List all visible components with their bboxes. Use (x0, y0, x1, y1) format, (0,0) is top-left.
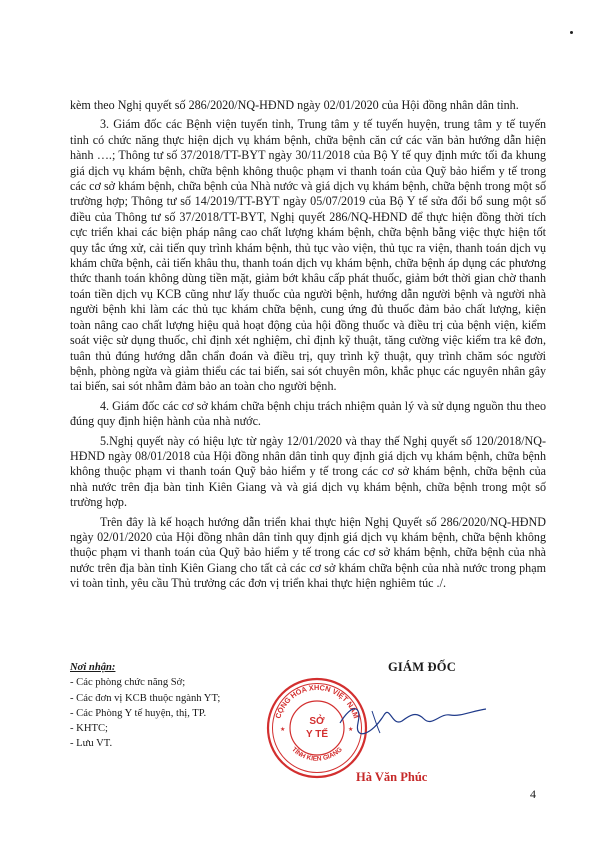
paragraph-1: kèm theo Nghị quyết số 286/2020/NQ-HĐND ngày 02/01/2020 của Hội đồng nhân dân tỉnh. (70, 98, 519, 112)
handwritten-signature (332, 693, 492, 743)
recipients-label: Nơi nhận: (70, 662, 116, 673)
document-body (70, 98, 546, 596)
closing-section (70, 648, 546, 798)
seal-star-icon: ★ (348, 727, 354, 733)
paragraph-3: 4. Giám đốc các cơ sở khám chữa bệnh chịu trách nhiệm quản lý và sử dụng nguồn thu theo đúng quy định hiện hành của nhà nước. (70, 398, 546, 429)
seal-center-line1: SỞ (309, 716, 325, 727)
seal-bottom-text: TỈNH KIÊN GIANG (290, 746, 344, 763)
recipient-item: - KHTC; (70, 723, 108, 735)
paragraph-2: 3. Giám đốc các Bệnh viện tuyến tỉnh, Trung tâm y tế tuyến huyện, trung tâm y tế tuyến tỉnh có chức năng thực hiện dịch vụ khám bệnh, chữa bệnh căn cứ các văn bản hướng dẫn hiện hành ….; Thông tư số 37/2018/TT-BYT ngày 30/11/2018 của Bộ Y tế quy định mức tối đa khung giá dịch vụ khám bệnh, chữa bệnh không thuộc phạm vi thanh toán của Quỹ bảo hiểm y tế trong các cơ sở khám bệnh, chữa bệnh của Nhà nước và giá dịch vụ khám bệnh, chữa bệnh trong một số trường hợp; Thông tư số 14/2019/TT-BYT ngày 05/07/2019 của Bộ Y tế sửa đổi bổ sung một số điều của Thông tư số 37/2018/TT-BYT, Nghị quyết 286/NQ-HĐND để thực hiện đồng thời tích cực triển khai các biện pháp nâng cao chất lượng khám bệnh, chữa bệnh bằng việc thực hiện tốt quy tắc ứng xử, cải tiến quy trình khám bệnh, thủ tục vào viện, thủ tục ra viện, thanh toán dịch vụ khám chữa bệnh, cải tiến khâu thu, thanh toán dịch vụ khám bệnh, chữa bệnh áp dụng các phương thức thanh toán không dùng tiền mặt, giảm bớt khâu cấp phát thuốc, giảm bớt thời gian chờ thanh toán tiền dịch vụ KCB cũng như lấy thuốc của người bệnh, hướng dẫn người bệnh và người nhà người bệnh khi làm các thủ tục khám chữa bệnh, cung ứng đủ thuốc đảm bảo chất lượng, kiện toàn nâng cao chất lượng hiệu quả hoạt động của hội đồng thuốc và điều trị của bệnh viện, kiểm soát việc sử dụng thuốc, chỉ định xét nghiệm, chỉ định kỹ thuật, tăng cường việc kiểm tra kê đơn, tuân thủ đúng hướng dẫn chẩn đoán và điều trị, quy trình kỹ thuật, quy trình chăm sóc người bệnh, phòng ngừa và giảm thiểu các tai biến, sai sót chuyên môn, khắc phục các nguyên nhân gây tai biến, sai sót nhằm đảm bảo an toàn cho người bệnh. (70, 117, 546, 394)
seal-star-icon: ★ (280, 727, 286, 733)
recipient-item: - Các đơn vị KCB thuộc ngành YT; (70, 692, 221, 704)
seal-center-line2: Y TẾ (305, 729, 329, 740)
seal-ring-text: CỘNG HÒA XHCN VIỆT NAM (273, 682, 361, 720)
recipient-item: - Các Phòng Y tế huyện, thị, TP. (70, 707, 207, 719)
recipient-item: - Các phòng chức năng Sở; (70, 677, 186, 689)
paragraph-5: Trên đây là kế hoạch hướng dẫn triển khai thực hiện Nghị Quyết số 286/2020/NQ-HĐND ngày 02/01/2020 của Hội đồng nhân dân tỉnh quy định giá dịch vụ khám bệnh, chữa bệnh không thuộc phạm vi thanh toán của Quỹ bảo hiểm y tế trong các cơ sở khám bệnh, chữa bệnh của nhà nước trên địa bàn tỉnh Kiên Giang cho tất cả các cơ sở khám chữa bệnh của nhà nước trong phạm vi toàn tỉnh, yêu cầu Thủ trưởng các đơn vị triển khai thực hiện nghiêm túc ./. (70, 514, 546, 591)
signer-name: Hà Văn Phúc (356, 770, 428, 784)
recipient-item: - Lưu VT. (70, 738, 113, 750)
scan-speck (570, 31, 573, 34)
paragraph-4: 5.Nghị quyết này có hiệu lực từ ngày 12/01/2020 và thay thế Nghị quyết số 120/2018/NQ-HĐND ngày 08/01/2018 của Hội đồng nhân dân tỉnh quy định giá dịch vụ khám bệnh, chữa bệnh không thuộc phạm vi thanh toán Quỹ bảo hiểm y tế trong các cơ sở khám bệnh, chữa bệnh của nhà nước trên địa bàn tỉnh Kiên Giang và và giá dịch vụ khám bệnh, chữa bệnh trong một số trường hợp. (70, 433, 546, 510)
signer-title: GIÁM ĐỐC (388, 660, 456, 674)
page-number: 4 (530, 787, 536, 801)
